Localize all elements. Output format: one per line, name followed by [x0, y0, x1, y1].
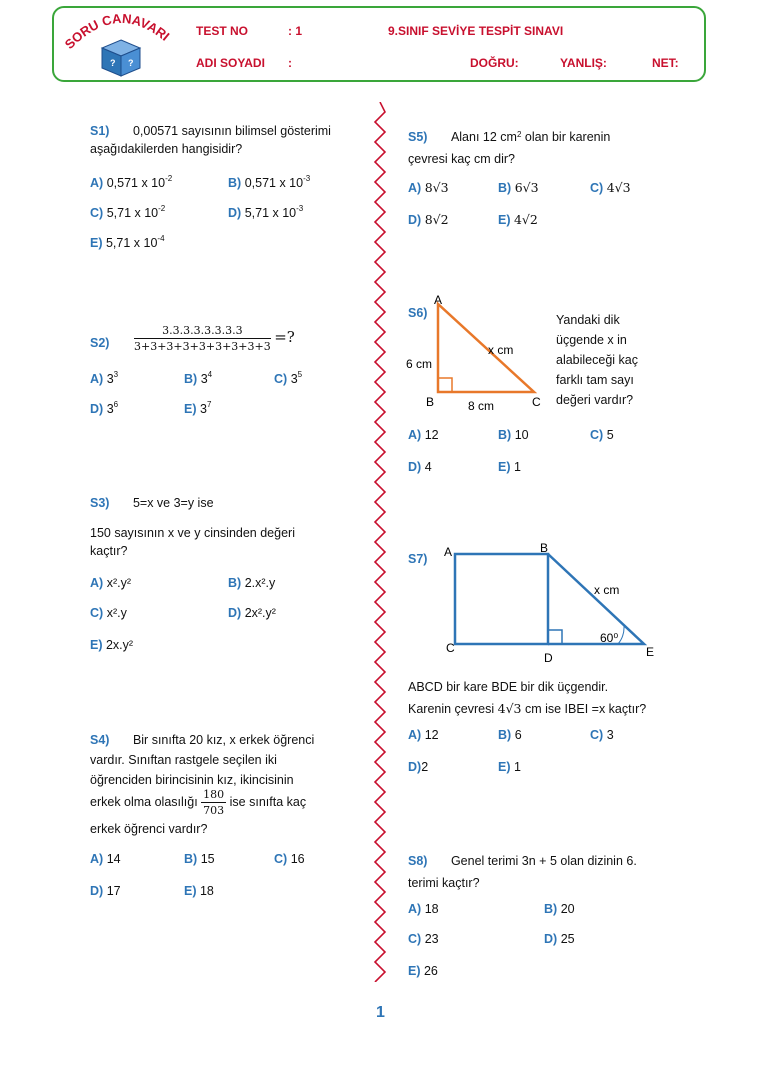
side-bc-label: 8 cm	[468, 399, 495, 413]
option-c[interactable]: C) 3	[590, 728, 614, 742]
option-a[interactable]: A) 0,571 x $10^{-2}$	[90, 174, 173, 190]
option-e[interactable]: E) 1	[498, 760, 521, 774]
side-ab-label: 6 cm	[406, 357, 433, 371]
question-7-text: ABCD bir kare BDE bir dik üçgendir. Karenin çevresi 4√3 cm ise IBEI =x kaçtır?	[408, 680, 647, 716]
angle-label: 60⁰	[600, 631, 619, 645]
test-no-label: TEST NO	[196, 24, 249, 38]
question-8: S8) Genel terimi 3n + 5 olan dizinin 6. terimi kaçtır?	[408, 854, 637, 890]
right-angle-mark	[438, 378, 452, 392]
option-a[interactable]: A) 8√3	[408, 180, 449, 195]
question-number: S4)	[90, 733, 110, 747]
right-angle-mark	[548, 630, 562, 644]
option-c[interactable]: C) 23	[408, 932, 439, 946]
option-e[interactable]: E) $3^7$	[184, 400, 212, 416]
correct-label: DOĞRU:	[470, 56, 519, 70]
question-6-number: S6)	[408, 306, 428, 320]
vertex-c: C	[532, 395, 541, 409]
question-text: aşağıdakilerden hangisidir?	[90, 142, 243, 156]
option-d[interactable]: D) 5,71 x $10^{-3}$	[228, 204, 304, 220]
option-b[interactable]: B) 6	[498, 728, 522, 742]
question-7-number: S7)	[408, 552, 428, 566]
option-b[interactable]: B) 10	[498, 428, 529, 442]
option-c[interactable]: C) x².y	[90, 606, 127, 620]
svg-text:?: ?	[110, 58, 116, 68]
question-number: S5)	[408, 130, 428, 144]
vertex-c: C	[446, 641, 455, 655]
option-a[interactable]: A) 12	[408, 728, 439, 742]
option-e[interactable]: E) 18	[184, 884, 214, 898]
page-number: 1	[376, 1004, 385, 1021]
option-a[interactable]: A) 14	[90, 852, 121, 866]
option-b[interactable]: B) 15	[184, 852, 215, 866]
option-b[interactable]: B) 0,571 x $10^{-3}$	[228, 174, 311, 190]
question-number: S1)	[90, 124, 110, 138]
option-d[interactable]: D)2	[408, 760, 429, 774]
logo	[62, 10, 180, 78]
question-5: S5) Alanı 12 $cm^2$ olan bir karenin çevresi kaç cm dir?	[408, 130, 611, 166]
option-d[interactable]: D) 17	[90, 884, 121, 898]
option-c[interactable]: C) $3^5$	[274, 370, 303, 386]
question-6-text: Yandaki dik üçgende x in alabileceği kaç farklı tam sayı değeri vardır?	[556, 313, 638, 407]
option-e[interactable]: E) 1	[498, 460, 521, 474]
option-e[interactable]: E) 26	[408, 964, 438, 978]
option-c[interactable]: C) 5	[590, 428, 614, 442]
cube-icon	[102, 40, 140, 76]
side-ac-label: x cm	[488, 343, 514, 357]
logo-text: SORU CANAVARI	[62, 10, 173, 52]
vertex-b: B	[426, 395, 435, 409]
question-4: S4) Bir sınıfta 20 kız, x erkek öğrenci vardır. Sınıftan rastgele seçilen iki öğrenciden birincisinin kız, ikincisinin	[90, 733, 315, 787]
svg-text:?: ?	[128, 58, 134, 68]
question-3-body: 150 sayısının x ve y cinsinden değeri kaçtır?	[90, 526, 295, 558]
option-a[interactable]: A) 18	[408, 902, 439, 916]
option-d[interactable]: D) 4	[408, 460, 432, 474]
option-a[interactable]: A) $3^3$	[90, 370, 119, 386]
option-a[interactable]: A) x².y²	[90, 576, 131, 590]
option-b[interactable]: B) $3^4$	[184, 370, 213, 386]
option-c[interactable]: C) 5,71 x $10^{-2}$	[90, 204, 166, 220]
square-abcd	[455, 554, 548, 644]
vertex-a: A	[434, 293, 443, 307]
column-divider	[372, 102, 388, 982]
triangle-figure	[402, 292, 552, 414]
vertex-b: B	[540, 541, 549, 555]
option-b[interactable]: B) 20	[544, 902, 575, 916]
option-d[interactable]: D) 8√2	[408, 212, 449, 227]
option-e[interactable]: E) 2x.y²	[90, 638, 134, 652]
option-d[interactable]: D) $3^6$	[90, 400, 119, 416]
question-number: S3)	[90, 496, 110, 510]
option-b[interactable]: B) 2.x².y	[228, 576, 276, 590]
question-4-end: erkek öğrenci vardır?	[90, 822, 208, 836]
wrong-label: YANLIŞ:	[560, 56, 607, 70]
option-d[interactable]: D) 25	[544, 932, 575, 946]
angle-arc	[618, 626, 624, 644]
option-c[interactable]: C) 4√3	[590, 180, 631, 195]
exam-title: 9.SINIF SEVİYE TESPİT SINAVI	[388, 24, 564, 38]
question-3: S3) 5=x ve 3=y ise	[90, 496, 214, 510]
option-b[interactable]: B) 6√3	[498, 180, 539, 195]
test-no-value: : 1	[288, 24, 303, 38]
option-a[interactable]: A) 12	[408, 428, 439, 442]
square-triangle-figure	[440, 540, 660, 664]
option-e[interactable]: E) 5,71 x $10^{-4}$	[90, 234, 165, 250]
question-1	[90, 122, 370, 158]
vertex-a: A	[444, 545, 453, 559]
question-number: S8)	[408, 854, 428, 868]
question-2-number: S2)	[90, 336, 110, 350]
question-2-formula: $\frac{3.3.3.3.3.3.3.3}{3+3+3+3+3+3+3+3+3}$ =?	[134, 324, 295, 353]
question-4-line: erkek olma olasılığı $\frac{180}{703}$ ise sınıfta kaç	[90, 788, 307, 817]
side-be-label: x cm	[594, 583, 620, 597]
net-label: NET:	[652, 56, 679, 70]
name-label: ADI SOYADI	[196, 56, 265, 70]
option-d[interactable]: D) 2x².y²	[228, 606, 276, 620]
vertex-e: E	[646, 645, 655, 659]
name-value: :	[288, 56, 292, 70]
question-text: 0,00571 sayısının bilimsel gösterimi	[132, 124, 331, 138]
option-c[interactable]: C) 16	[274, 852, 305, 866]
vertex-d: D	[544, 651, 553, 664]
option-e[interactable]: E) 4√2	[498, 212, 538, 227]
